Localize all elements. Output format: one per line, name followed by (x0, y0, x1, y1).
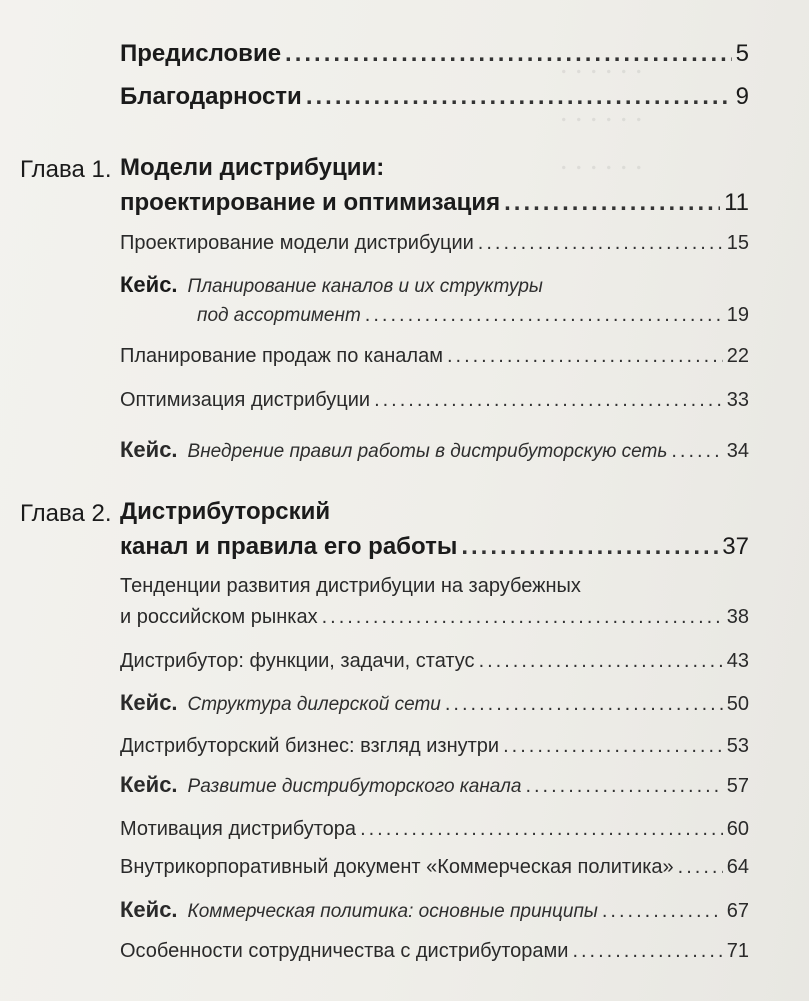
toc-entry-title: Мотивация дистрибутора (120, 818, 357, 840)
toc-page-number: 43 (726, 650, 749, 672)
dot-leader (671, 440, 722, 463)
toc-page-number: 33 (726, 389, 749, 411)
dot-leader (285, 40, 732, 68)
toc-entry-title: Оптимизация дистрибуции (120, 389, 371, 411)
toc-page-number: 19 (726, 304, 749, 326)
toc-entry-title: Дистрибуторский бизнес: взгляд изнутри (120, 735, 500, 757)
case-label: Кейс. (120, 437, 178, 462)
case-title: Планирование каналов и их структуры (187, 276, 543, 297)
toc-entry-title: Проектирование модели дистрибуции (120, 232, 474, 254)
toc-entry-acknowledgements[interactable] (120, 83, 749, 111)
chapter-label: Глава 1. (20, 156, 112, 183)
dot-leader (306, 83, 732, 111)
toc-entry-title: Благодарности (120, 83, 302, 110)
toc-entry-title: Внутрикорпоративный документ «Коммерческая политика» (120, 856, 674, 878)
case-title: Структура дилерской сети (187, 694, 441, 715)
case-label: Кейс. (120, 272, 178, 297)
case-title: Развитие дистрибуторского канала (187, 776, 522, 797)
case-label: Кейс. (120, 897, 178, 922)
toc-page-number: 37 (722, 533, 749, 560)
case-title: Внедрение правил работы в дистрибуторскую сеть (187, 441, 668, 462)
toc-page-number: 34 (726, 440, 749, 462)
dot-leader (445, 693, 723, 716)
case-title: под ассортимент (197, 305, 361, 326)
toc-entry-title: Планирование продаж по каналам (120, 345, 443, 367)
dot-leader (678, 856, 723, 879)
toc-entry-section[interactable] (120, 232, 749, 255)
toc-page-number: 60 (726, 818, 749, 840)
chapter-label: Глава 2. (20, 500, 112, 527)
toc-page-number: 15 (726, 232, 749, 254)
dot-leader (525, 775, 722, 798)
toc-entry-case[interactable] (197, 304, 749, 327)
toc-page-number: 22 (726, 345, 749, 367)
toc-page-number: 57 (726, 775, 749, 797)
toc-page-number: 38 (726, 606, 749, 628)
case-label: Кейс. (120, 772, 178, 797)
toc-page-number: 5 (735, 40, 749, 67)
toc-page-number: 67 (726, 900, 749, 922)
toc-page-number: 50 (726, 693, 749, 715)
toc-entry-section[interactable] (120, 940, 749, 963)
toc-entry-title: Дистрибутор: функции, задачи, статус (120, 650, 475, 672)
dot-leader (360, 818, 723, 841)
case-title: Коммерческая политика: основные принципы (187, 901, 598, 922)
book-page: . . . . . . . . . . . . . . . . . . Предисловие ..... 5 Благодарности ..... 9 Глава 1. Модели дистрибуции: проектирование и оптимизация ..... 11 Проектирование модели дистрибуции ..... 15 Кейс. Планирование каналов и их структуры под ассортимент ..... 19 Планирование продаж по каналам ..... 22 Оптимизация дистрибуции ..... 33 Кейс. Внедрение правил работы в дистрибуторскую сеть ..... 34 Глава 2. Дистрибуторский канал и правила его работы ..... 37 Тенденции развития дистрибуции на зарубежных и российском рынках ..... 38 Дистрибутор: функции, задачи, статус ..... 43 Кейс. Структура дилерской сети ..... 50 Дистрибуторский бизнес: взгляд изнутри ..... 53 Кейс. Развитие дистрибуторского канала ..... 57 Мотивация дистрибутора ..... 60 Внутрикорпоративный документ «Коммерческая политика» ..... 64 Кейс. Коммерческая политика: основные принципы ..... 67 Особенности сотрудничества с дистрибуторами ..... 71 (0, 0, 809, 1001)
chapter-title-line[interactable]: Модели дистрибуции: (120, 154, 385, 181)
case-entry-line[interactable] (120, 272, 543, 298)
dot-leader (602, 900, 723, 923)
toc-entry-case[interactable] (120, 897, 749, 923)
dot-leader (461, 533, 718, 561)
toc-entry-section[interactable] (120, 735, 749, 758)
toc-page-number: 11 (724, 189, 749, 216)
dot-leader (322, 606, 723, 629)
dot-leader (365, 304, 723, 327)
chapter-title-line: канал и правила его работы (120, 533, 458, 560)
toc-entry-section[interactable] (120, 856, 749, 879)
toc-entry-section[interactable] (120, 389, 749, 412)
toc-entry-case[interactable] (120, 772, 749, 798)
dot-leader (374, 389, 723, 412)
toc-entry-preface[interactable] (120, 40, 749, 68)
toc-entry-title-line[interactable]: Тенденции развития дистрибуции на зарубежных (120, 575, 581, 597)
case-label: Кейс. (120, 690, 178, 715)
chapter-title-line[interactable]: Дистрибуторский (120, 498, 331, 525)
toc-entry-section[interactable] (120, 650, 749, 673)
dot-leader (503, 735, 723, 758)
toc-page-number: 71 (726, 940, 749, 962)
dot-leader (447, 345, 723, 368)
toc-entry-case[interactable] (120, 437, 749, 463)
dot-leader (504, 189, 720, 217)
toc-page-number: 53 (726, 735, 749, 757)
toc-entry-title: и российском рынках (120, 606, 318, 628)
toc-page-number: 9 (735, 83, 749, 110)
toc-entry-case[interactable] (120, 690, 749, 716)
toc-entry-section[interactable] (120, 818, 749, 841)
toc-entry-title: Особенности сотрудничества с дистрибуторами (120, 940, 569, 962)
toc-entry-title: Предисловие (120, 40, 282, 67)
dot-leader (478, 232, 723, 255)
dot-leader (479, 650, 723, 673)
toc-entry-section[interactable] (120, 345, 749, 368)
toc-entry-section[interactable] (120, 606, 749, 629)
chapter-title-line: проектирование и оптимизация (120, 189, 501, 216)
toc-page-number: 64 (726, 856, 749, 878)
toc-entry-chapter-2[interactable] (120, 533, 749, 561)
dot-leader (572, 940, 722, 963)
toc-entry-chapter-1[interactable] (120, 189, 749, 217)
